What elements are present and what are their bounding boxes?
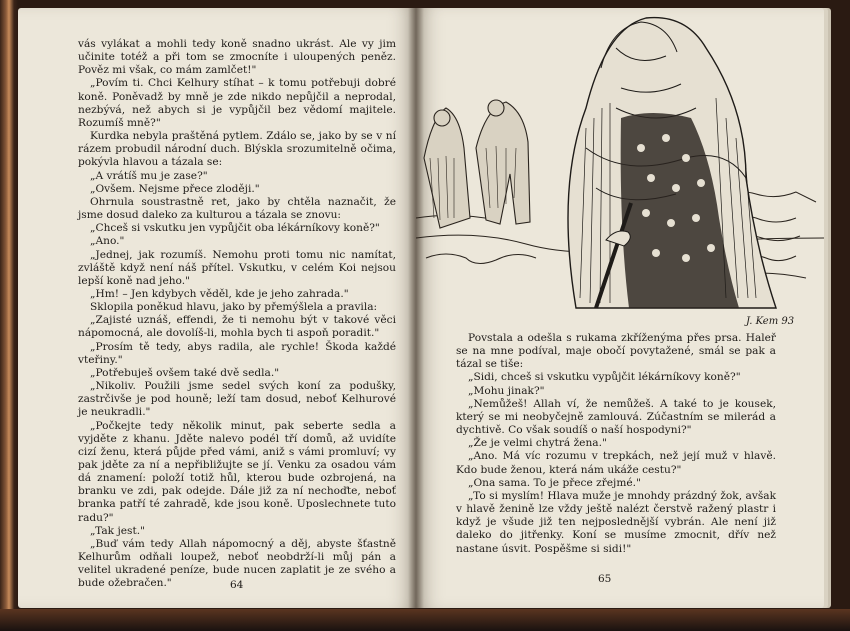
paragraph: „Že je velmi chytrá žena." (468, 437, 607, 450)
paragraph: „A vrátíš mu je zase?" (90, 169, 208, 182)
paragraph: „Tak jest." (90, 524, 145, 537)
book-cover-edge (0, 609, 850, 631)
paragraph: „Potřebuješ ovšem také dvě sedla." (90, 366, 280, 379)
left-page (18, 8, 416, 608)
paragraph: „Ano. Má víc rozumu v trepkách, než její muž v hlavě. Kdo bude ženou, která nám ukáže cestu?" (456, 450, 776, 476)
left-page-text (78, 38, 396, 591)
paragraph: „Ona sama. To je přece zřejmé." (468, 476, 641, 489)
paragraph: „Ovšem. Nejsme přece zloději." (90, 182, 260, 195)
paragraph: „Sidi, chceš si vskutku vypůjčit lékárníkovy koně?" (468, 371, 741, 384)
right-page-text (456, 332, 776, 556)
paragraph: „Buď vám tedy Allah nápomocný a děj, abyste šťastně Kelhurům odňali loupež, neboť neobdrží-li můj pán a velitel ukradené peníze, bude nucen zaplatit je ze svého a bude ožebračen." (78, 537, 396, 590)
paragraph: „Chceš si vskutku jen vypůjčit oba lékárníkovy koně?" (90, 222, 380, 235)
paragraph: „Zajisté uznáš, effendi, že ti nemohu být v takové věci nápomocná, ale dovolíš-li, mohla bych ti aspoň poradit." (78, 314, 396, 340)
paragraph: „Počkejte tedy několik minut, pak seberte sedla a vyjděte z khanu. Jděte nalevo podél tří domů, až uvidíte cizí ženu, která půjde před vámi, aniž s vámi promluví; vy pak jděte za ní a nepřibližujte se jí. Venku za osadou vám dá znamení: položí totiž hůl, kterou bude ozbrojená, na branku ve zdi, pak odejde. Dále již za ní nechoďte, neboť branka patří té zahradě, kde jsou koně. Uposlechnete tuto radu?" (78, 419, 396, 524)
paragraph: Ohrnula soustrastně ret, jako by chtěla naznačit, že jsme dosud daleko za kulturou a tázala se znovu: (78, 195, 396, 222)
paragraph: vás vylákat a mohli tedy koně snadno ukrást. Ale vy jim učinite totéž a při tom se zmocníte i uloupených peněz. Pověz mi však, co mám zamlčet!" (78, 38, 396, 77)
paragraph: „Nikoliv. Použili jsme sedel svých koní za podušky, zastrčivše je pod houně; leží tam dosud, neboť Kelhurové je neukradli." (78, 380, 396, 419)
paragraph: „Povím ti. Chci Kelhury stíhat – k tomu potřebuji dobré koně. Poněvadž by mně je zde nikdo nepůjčil a neprodal, nezbývá, než abych si je vypůjčil bez vědomí majitele. Rozumíš mně?" (78, 77, 396, 129)
paragraph: „Prosím tě tedy, abys radila, ale rychle! Škoda každé vteřiny." (78, 340, 396, 366)
paragraph: Sklopila poněkud hlavu, jako by přemýšlela a pravila: (90, 301, 378, 314)
illustration-women-in-village (416, 8, 824, 328)
paragraph: „Hm! – Jen kdybych věděl, kde je jeho zahrada." (90, 287, 349, 300)
book-gutter (408, 8, 424, 608)
right-page (416, 8, 824, 608)
right-page-number: 65 (598, 573, 612, 585)
left-page-number: 64 (230, 579, 244, 591)
paragraph: Kurdka nebyla praštěná pytlem. Zdálo se, jako by se v ní rázem probudil národní duch. Blýskla srozumitelně očima, pokývla hlavou a tázala se: (78, 130, 396, 169)
paragraph: „Ano." (90, 235, 125, 248)
paragraph: „To si myslím! Hlava muže je mnohdy prázdný žok, avšak v hlavě ženině lze vždy ještě nalézt čerstvě ražený plastr i když je všude již ten nejposlednější vybrán. Ale není již daleko do jitřenky. Koní se musíme zmocnit, dřív než nastane úsvit. Pospěšme si sidi!" (456, 489, 776, 555)
paragraph: Povstala a odešla s rukama zkříženýma přes prsa. Haleř se na mne podíval, maje obočí povytažené, smál se pak a tázal se tiše: (456, 332, 776, 371)
paragraph: „Jednej, jak rozumíš. Nemohu proti tomu nic namítat, zvláště když není náš přítel. Vskutku, v celém Koi nejsou lepší koně nad jeho." (78, 248, 396, 287)
paragraph: „Nemůžeš! Allah ví, že nemůžeš. A také to je kousek, který se mi neobyčejně zamlouvá. Zúčastním se milerád a dychtivě. Co však soudíš o naší hospodyni?" (456, 397, 776, 437)
illustration-signature: J. Kem 93 (746, 316, 795, 327)
paragraph: „Mohu jinak?" (468, 384, 545, 397)
